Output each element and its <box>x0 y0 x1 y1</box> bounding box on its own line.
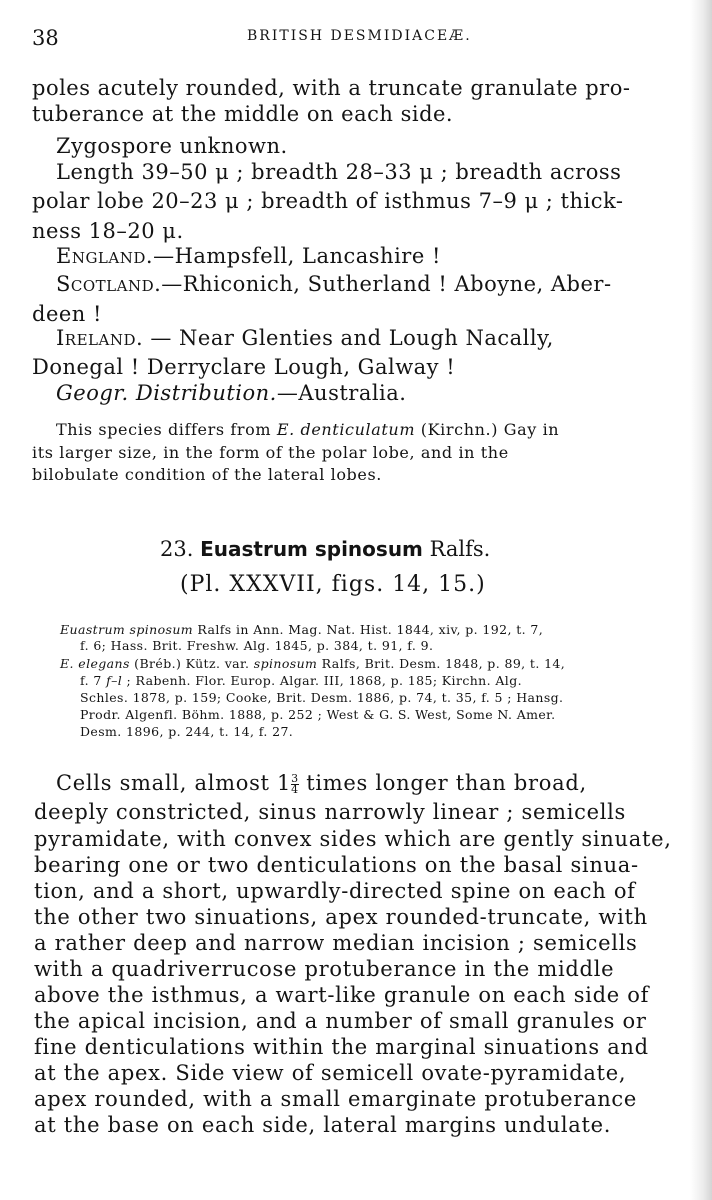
measurements-line: polar lobe 20–23 μ ; breadth of isthmus 7–9 μ ; thick- <box>32 189 624 213</box>
reference-text: ; Rabenh. Flor. Europ. Algar. III, 1868, p. 185; Kirchn. Alg. <box>122 673 522 688</box>
description-line: apex rounded, with a small emarginate protuberance <box>34 1087 638 1111</box>
reference-line <box>60 656 565 671</box>
desc-line: tuberance at the middle on each side. <box>32 102 454 126</box>
species-note-line <box>56 420 559 439</box>
locality-text: —Hampsfell, Lancashire ! <box>153 244 441 268</box>
distribution-label: Geogr. Distribution. <box>56 381 277 405</box>
locality-continuation: deen ! <box>32 302 102 326</box>
measurements-line: Length 39–50 μ ; breadth 28–33 μ ; breadth across <box>56 160 622 184</box>
species-heading <box>160 537 490 561</box>
reference-figure: f–l <box>106 673 123 688</box>
description-line: at the base on each side, lateral margins undulate. <box>34 1113 612 1137</box>
running-head: BRITISH DESMIDIACEÆ. <box>247 28 472 44</box>
description-line: above the isthmus, a wart-like granule on each side of <box>34 983 650 1007</box>
locality-label: Ireland. <box>56 326 144 350</box>
reference-line <box>80 673 522 688</box>
reference-taxon: E. elegans <box>60 656 130 671</box>
reference-taxon: spinosum <box>253 656 318 671</box>
description-line: deeply constricted, sinus narrowly linear ; semicells <box>34 800 627 824</box>
reference-text: (Bréb.) Kütz. var. <box>129 656 254 671</box>
fraction-denominator: 4 <box>291 783 299 796</box>
species-name: Euastrum spinosum <box>200 537 423 561</box>
reference-line: Schles. 1878, p. 159; Cooke, Brit. Desm. 1886, p. 74, t. 35, f. 5 ; Hansg. <box>80 690 564 705</box>
locality-scotland <box>56 272 612 296</box>
fraction <box>291 774 299 795</box>
locality-england <box>56 244 441 268</box>
note-species-name: E. denticulatum <box>276 420 416 439</box>
distribution-text: —Australia. <box>276 381 407 405</box>
locality-text: — Near Glenties and Lough Nacally, <box>143 326 554 350</box>
locality-label: Scotland. <box>56 272 162 296</box>
fraction-numerator: 3 <box>291 772 299 785</box>
description-text: times longer than broad, <box>298 771 587 795</box>
desc-line: poles acutely rounded, with a truncate granulate pro- <box>32 76 631 100</box>
locality-continuation: Donegal ! Derryclare Lough, Galway ! <box>32 355 456 379</box>
reference-text: f. 7 <box>80 673 107 688</box>
description-line: pyramidate, with convex sides which are gently sinuate, <box>34 827 672 851</box>
note-text: This species differs from <box>56 420 277 439</box>
description-line: the other two sinuations, apex rounded-truncate, with <box>34 905 648 929</box>
note-text: (Kirchn.) Gay in <box>415 420 560 439</box>
reference-text: Ralfs in Ann. Mag. Nat. Hist. 1844, xiv, p. 192, t. 7, <box>193 622 544 637</box>
measurements-line: ness 18–20 μ. <box>32 219 184 243</box>
description-line: with a quadriverrucose protuberance in the middle <box>34 957 615 981</box>
locality-label: England. <box>56 244 154 268</box>
species-author: Ralfs. <box>429 537 491 561</box>
description-text: Cells small, almost 1 <box>56 771 292 795</box>
reference-line: Desm. 1896, p. 244, t. 14, f. 27. <box>80 724 294 739</box>
description-line: the apical incision, and a number of small granules or <box>34 1009 647 1033</box>
locality-text: —Rhiconich, Sutherland ! Aboyne, Aber- <box>161 272 612 296</box>
reference-line: Prodr. Algenfl. Böhm. 1888, p. 252 ; West & G. S. West, Some N. Amer. <box>80 707 556 722</box>
page-header <box>32 26 672 56</box>
description-line <box>56 771 587 795</box>
description-line: fine denticulations within the marginal sinuations and <box>34 1035 649 1059</box>
description-line: a rather deep and narrow median incision ; semicells <box>34 931 638 955</box>
page-number: 38 <box>32 26 59 50</box>
locality-ireland <box>56 326 554 350</box>
species-note-line: bilobulate condition of the lateral lobes. <box>32 465 382 484</box>
reference-line: f. 6; Hass. Brit. Freshw. Alg. 1845, p. 384, t. 91, f. 9. <box>80 638 434 653</box>
geographic-distribution <box>56 381 406 405</box>
description-line: tion, and a short, upwardly-directed spine on each of <box>34 879 636 903</box>
reference-line <box>60 622 543 637</box>
plate-reference: (Pl. XXXVII, figs. 14, 15.) <box>180 572 486 597</box>
reference-text: Ralfs, Brit. Desm. 1848, p. 89, t. 14, <box>317 656 566 671</box>
reference-taxon: Euastrum spinosum <box>60 622 194 637</box>
description-line: bearing one or two denticulations on the basal sinua- <box>34 853 639 877</box>
species-note-line: its larger size, in the form of the polar lobe, and in the <box>32 443 509 462</box>
page-edge-shadow <box>690 0 712 1200</box>
species-number: 23. <box>160 537 194 561</box>
zygospore-line: Zygospore unknown. <box>56 134 288 158</box>
description-line: at the apex. Side view of semicell ovate-pyramidate, <box>34 1061 627 1085</box>
